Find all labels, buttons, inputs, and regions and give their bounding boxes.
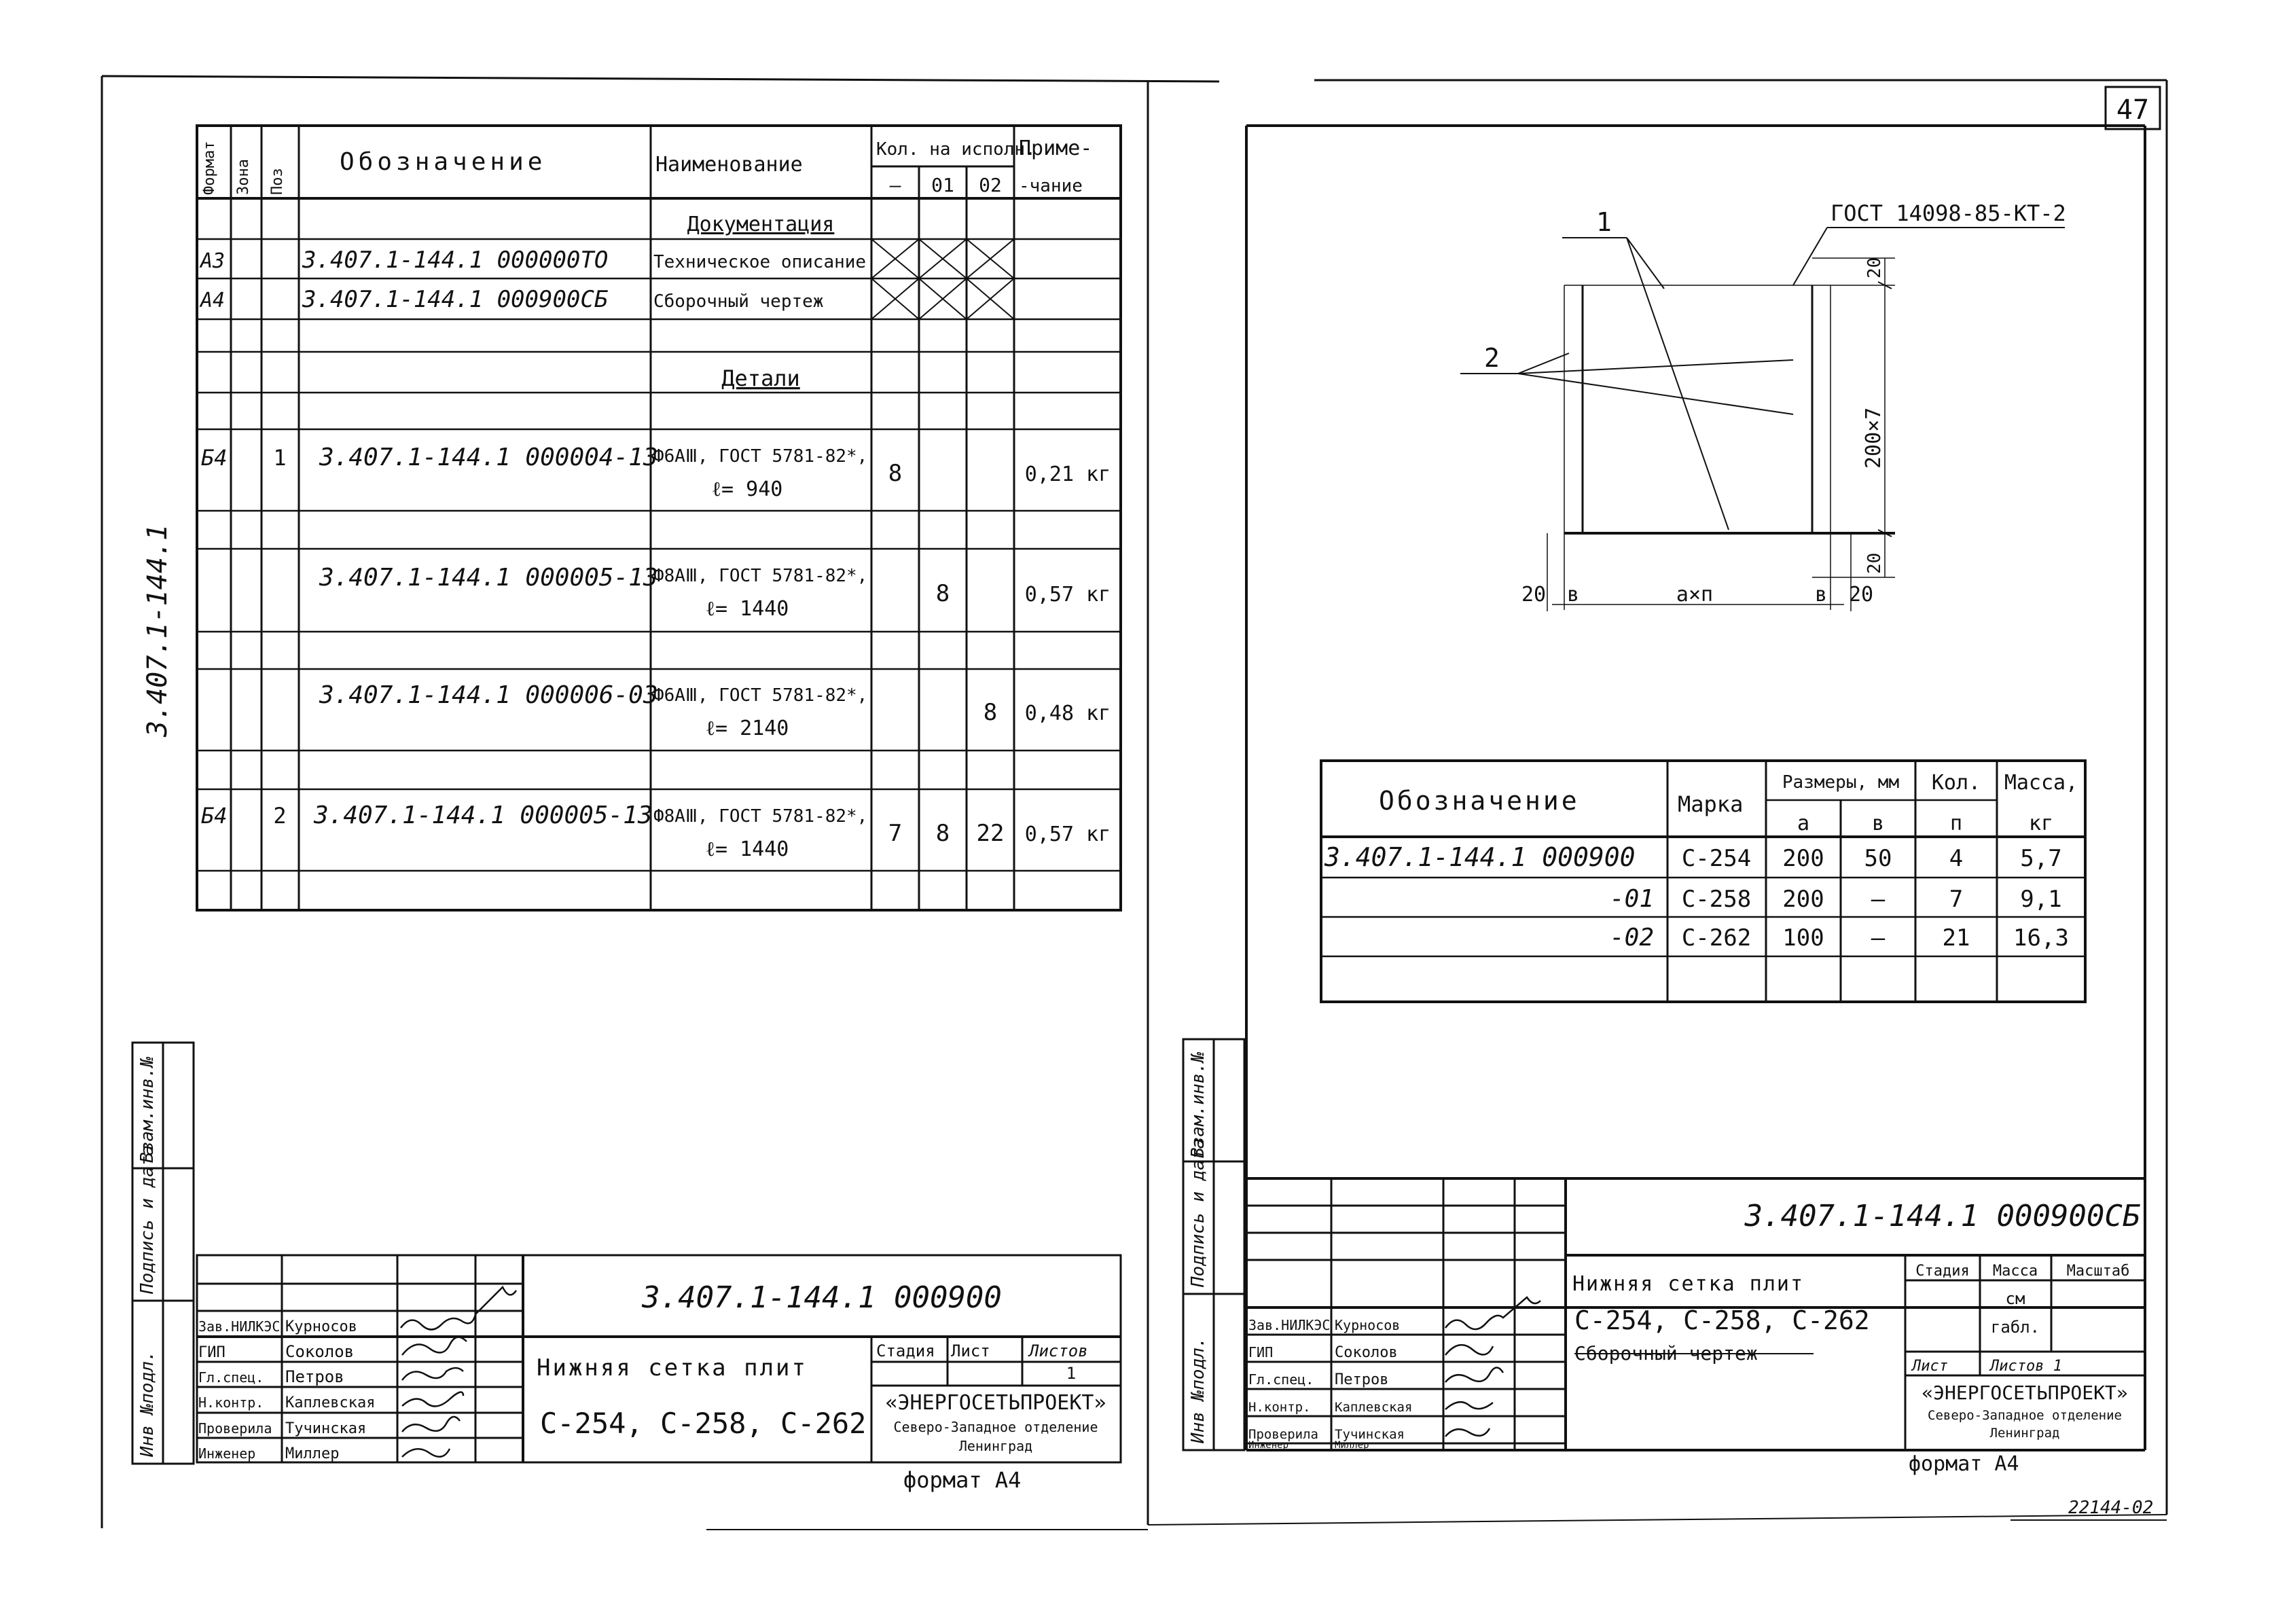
dim-height: 200×7 (1862, 407, 1886, 469)
right-title-name3: Сборочный чертеж (1574, 1342, 1758, 1365)
right-signer-role-4: Н.контр. (1248, 1400, 1311, 1415)
mesh-drawing (1460, 228, 2065, 611)
left-title-sheets-value: 1 (1066, 1364, 1077, 1383)
dim-left-20: 20 (1521, 583, 1547, 607)
right-signer-name-1: Курносов (1335, 1317, 1401, 1333)
marks-3-a: 100 (1782, 924, 1824, 952)
marks-1-b: 50 (1864, 845, 1892, 872)
header-poz: Поз (269, 168, 286, 195)
detail-2-name1: Ф8АⅢ, ГОСТ 5781-82*, (653, 566, 868, 586)
marks-2-mass: 9,1 (2020, 886, 2062, 913)
header-kol: Кол. на исполн. (876, 139, 1036, 160)
left-title-sheet-label: Лист (951, 1341, 990, 1360)
left-title-branch: Северо-Западное отделение (893, 1419, 1098, 1435)
right-title-name3-struck (1574, 1342, 1814, 1365)
detail-4-note: 0,57 кг (1024, 823, 1111, 846)
right-signer-name-2: Соколов (1335, 1344, 1398, 1361)
right-title-mass-value-1: см (2005, 1289, 2025, 1308)
page-number: 47 (2116, 94, 2150, 126)
right-format-label: формат А4 (1909, 1452, 2019, 1476)
left-side-podpis: Подпись и дата (137, 1144, 158, 1294)
detail-3-name1: Ф6АⅢ, ГОСТ 5781-82*, (653, 685, 868, 706)
detail-1-oboz: 3.407.1-144.1 000004-13 (319, 444, 658, 471)
marks-row-1 (1324, 842, 2062, 872)
detail-row-3 (319, 681, 1111, 740)
detail-4-k0: 7 (888, 820, 903, 847)
page-number-box (2106, 87, 2160, 129)
right-title-org: «ЭНЕРГОСЕТЬПРОЕКТ» (1922, 1382, 2128, 1404)
marks-2-n: 7 (1949, 886, 1964, 913)
marks-2-a: 200 (1782, 886, 1824, 913)
leader-1: 1 (1596, 207, 1612, 237)
dim-bottom: 20 (1864, 552, 1885, 574)
left-signer-name-1: Курносов (285, 1318, 357, 1335)
detail-4-name1: Ф8АⅢ, ГОСТ 5781-82*, (653, 806, 868, 827)
right-side-inv: Инв №подл. (1188, 1337, 1208, 1443)
detail-2-note: 0,57 кг (1024, 583, 1111, 607)
header-kol-01: 01 (931, 174, 954, 196)
doc-row-1-oboz: 3.407.1-144.1 000000ТО (302, 247, 609, 274)
left-signer-name-3: Петров (285, 1367, 344, 1386)
right-title-stage-label: Стадия (1915, 1263, 1970, 1280)
marks-row-3 (1610, 924, 2069, 952)
left-signer-role-5: Проверила (198, 1420, 272, 1437)
section-details: Детали (721, 365, 800, 391)
right-signer-name-6: Миллер (1335, 1440, 1369, 1451)
gost-callout: ГОСТ 14098-85-КТ-2 (1831, 200, 2066, 226)
marks-header-oboz: Обозначение (1379, 786, 1580, 816)
doc-row-2-oboz: 3.407.1-144.1 000900СБ (302, 286, 609, 313)
header-format: Формат (201, 141, 218, 195)
left-title-sheets-label: Листов (1029, 1341, 1088, 1360)
detail-4-k1: 8 (935, 820, 950, 847)
right-title-mass-value-2: габл. (1990, 1318, 2040, 1337)
detail-4-name2: ℓ= 1440 (705, 837, 789, 861)
header-zona: Зона (235, 159, 252, 195)
marks-row-2 (1610, 885, 2062, 913)
detail-1-format: Б4 (201, 445, 228, 471)
marks-1-mass: 5,7 (2020, 845, 2062, 872)
left-sheet (132, 126, 1121, 1493)
right-title-sheets-label: Листов 1 (1990, 1358, 2062, 1375)
detail-4-poz: 2 (273, 803, 287, 829)
detail-1-poz: 1 (273, 445, 287, 471)
right-title-sheet-label: Лист (1912, 1358, 1948, 1375)
right-title-name2: С-254, С-258, С-262 (1574, 1305, 1870, 1335)
marks-2-marka: С-258 (1681, 886, 1752, 913)
marks-3-n: 21 (1942, 924, 1970, 952)
left-signer-name-6: Миллер (285, 1445, 340, 1462)
dim-right-20: 20 (1849, 583, 1874, 607)
marks-3-marka: С-262 (1681, 924, 1752, 952)
detail-row-1 (201, 444, 1111, 501)
header-kol-02: 02 (979, 174, 1002, 196)
right-signer-name-3: Петров (1335, 1371, 1389, 1388)
right-signer-name-5: Тучинская (1335, 1427, 1405, 1442)
right-title-scale-label: Масштаб (2066, 1263, 2130, 1280)
left-signer-role-4: Н.контр. (198, 1394, 264, 1411)
detail-1-name1: Ф6АⅢ, ГОСТ 5781-82*, (653, 446, 868, 467)
detail-3-name2: ℓ= 2140 (705, 717, 789, 740)
detail-1-note: 0,21 кг (1024, 463, 1111, 486)
left-signer-name-5: Тучинская (285, 1420, 367, 1437)
marks-header-b: в (1871, 812, 1885, 835)
detail-3-oboz: 3.407.1-144.1 000006-03 (319, 681, 658, 709)
left-title-stage-label: Стадия (876, 1341, 935, 1360)
dim-b-right: в (1814, 583, 1828, 607)
left-signer-role-6: Инженер (198, 1445, 256, 1462)
doc-row-2-format: А4 (200, 289, 226, 312)
right-title-code: 3.407.1-144.1 000900СБ (1744, 1199, 2141, 1233)
detail-3-k2: 8 (983, 699, 998, 726)
left-title-name1: Нижняя сетка плит (537, 1354, 808, 1382)
marks-header-kol: Кол. (1931, 771, 1981, 795)
left-signer-role-1: Зав.НИЛКЭС (198, 1318, 281, 1335)
detail-4-k2: 22 (976, 820, 1005, 847)
right-side-podpis: Подпись и дата (1188, 1138, 1208, 1287)
left-side-inv: Инв №подл. (137, 1350, 158, 1457)
dim-top: 20 (1864, 257, 1885, 278)
detail-4-oboz: 3.407.1-144.1 000005-13 (314, 801, 653, 829)
marks-1-marka: С-254 (1681, 845, 1752, 872)
right-signer-role-1: Зав.НИЛКЭС (1248, 1317, 1331, 1333)
left-title-org: «ЭНЕРГОСЕТЬПРОЕКТ» (885, 1391, 1106, 1415)
marks-1-oboz: 3.407.1-144.1 000900 (1324, 842, 1636, 872)
right-signer-role-2: ГИП (1248, 1344, 1274, 1360)
left-signer-role-3: Гл.спец. (198, 1369, 264, 1386)
marks-1-a: 200 (1782, 845, 1824, 872)
right-title-branch: Северо-Западное отделение (1928, 1408, 2122, 1423)
right-sheet (1183, 126, 2153, 1518)
detail-1-k0: 8 (888, 460, 903, 487)
marks-header-n: п (1949, 812, 1963, 835)
detail-row-2 (319, 564, 1111, 621)
left-format-label: формат А4 (903, 1467, 1022, 1493)
marks-header-a: а (1797, 812, 1810, 835)
marks-2-b: – (1871, 886, 1886, 913)
detail-row-4 (201, 801, 1111, 861)
left-title-name2: С-254, С-258, С-262 (540, 1407, 867, 1440)
marks-3-b: – (1871, 924, 1886, 952)
section-documentation: Документация (687, 213, 835, 236)
left-signer-role-2: ГИП (198, 1344, 226, 1361)
left-title-city: Ленинград (958, 1438, 1033, 1454)
marks-header-mass1: Масса, (2004, 771, 2078, 795)
doc-row-1-name: Техническое описание (653, 252, 867, 272)
detail-3-note: 0,48 кг (1024, 702, 1111, 725)
right-signer-role-3: Гл.спец. (1248, 1371, 1314, 1388)
detail-2-k1: 8 (935, 580, 950, 607)
marks-3-oboz: -02 (1609, 924, 1654, 952)
header-prim-2: -чание (1019, 176, 1083, 196)
detail-2-name2: ℓ= 1440 (705, 597, 789, 621)
left-signer-name-2: Соколов (285, 1342, 355, 1361)
left-signatures (401, 1287, 516, 1457)
leader-2: 2 (1484, 343, 1500, 373)
side-code: 3.407.1-144.1 (142, 524, 173, 737)
header-naimenovanie: Наименование (655, 153, 803, 177)
archive-number: 22144-02 (2068, 1498, 2154, 1518)
marks-header-sizes: Размеры, мм (1782, 772, 1900, 793)
doc-row-1-format: А3 (200, 249, 226, 273)
right-title-name1: Нижняя сетка плит (1572, 1272, 1805, 1296)
header-kol-dash: – (889, 174, 901, 196)
detail-4-format: Б4 (201, 803, 228, 829)
right-side-vzam: Взам.инв.№ (1188, 1051, 1208, 1158)
left-side-vzam: Взам.инв.№ (137, 1056, 158, 1163)
left-signers (198, 1318, 375, 1462)
header-prim-1: Приме- (1019, 137, 1093, 160)
marks-1-n: 4 (1949, 845, 1964, 872)
marks-header-mass2: кг (2028, 812, 2054, 835)
right-title-mass-label: Масса (1992, 1263, 2038, 1280)
left-title-code: 3.407.1-144.1 000900 (642, 1280, 1002, 1315)
marks-2-oboz: -01 (1609, 885, 1654, 913)
right-signer-name-4: Каплевская (1335, 1400, 1413, 1415)
doc-row-2-name: Сборочный чертеж (653, 291, 824, 312)
right-title-city: Ленинград (1989, 1426, 2060, 1441)
detail-2-oboz: 3.407.1-144.1 000005-13 (319, 564, 658, 592)
header-oboznachenie: Обозначение (340, 148, 547, 176)
dim-axn: а×п (1676, 583, 1714, 607)
right-signer-role-6: Инженер (1248, 1440, 1289, 1451)
detail-1-name2: ℓ= 940 (711, 477, 783, 501)
left-signer-name-4: Каплевская (285, 1394, 376, 1411)
right-signer-role-5: Проверила (1248, 1427, 1318, 1442)
marks-header-marka: Марка (1678, 791, 1744, 817)
marks-3-mass: 16,3 (2013, 924, 2069, 952)
dim-b-left: в (1566, 583, 1580, 607)
